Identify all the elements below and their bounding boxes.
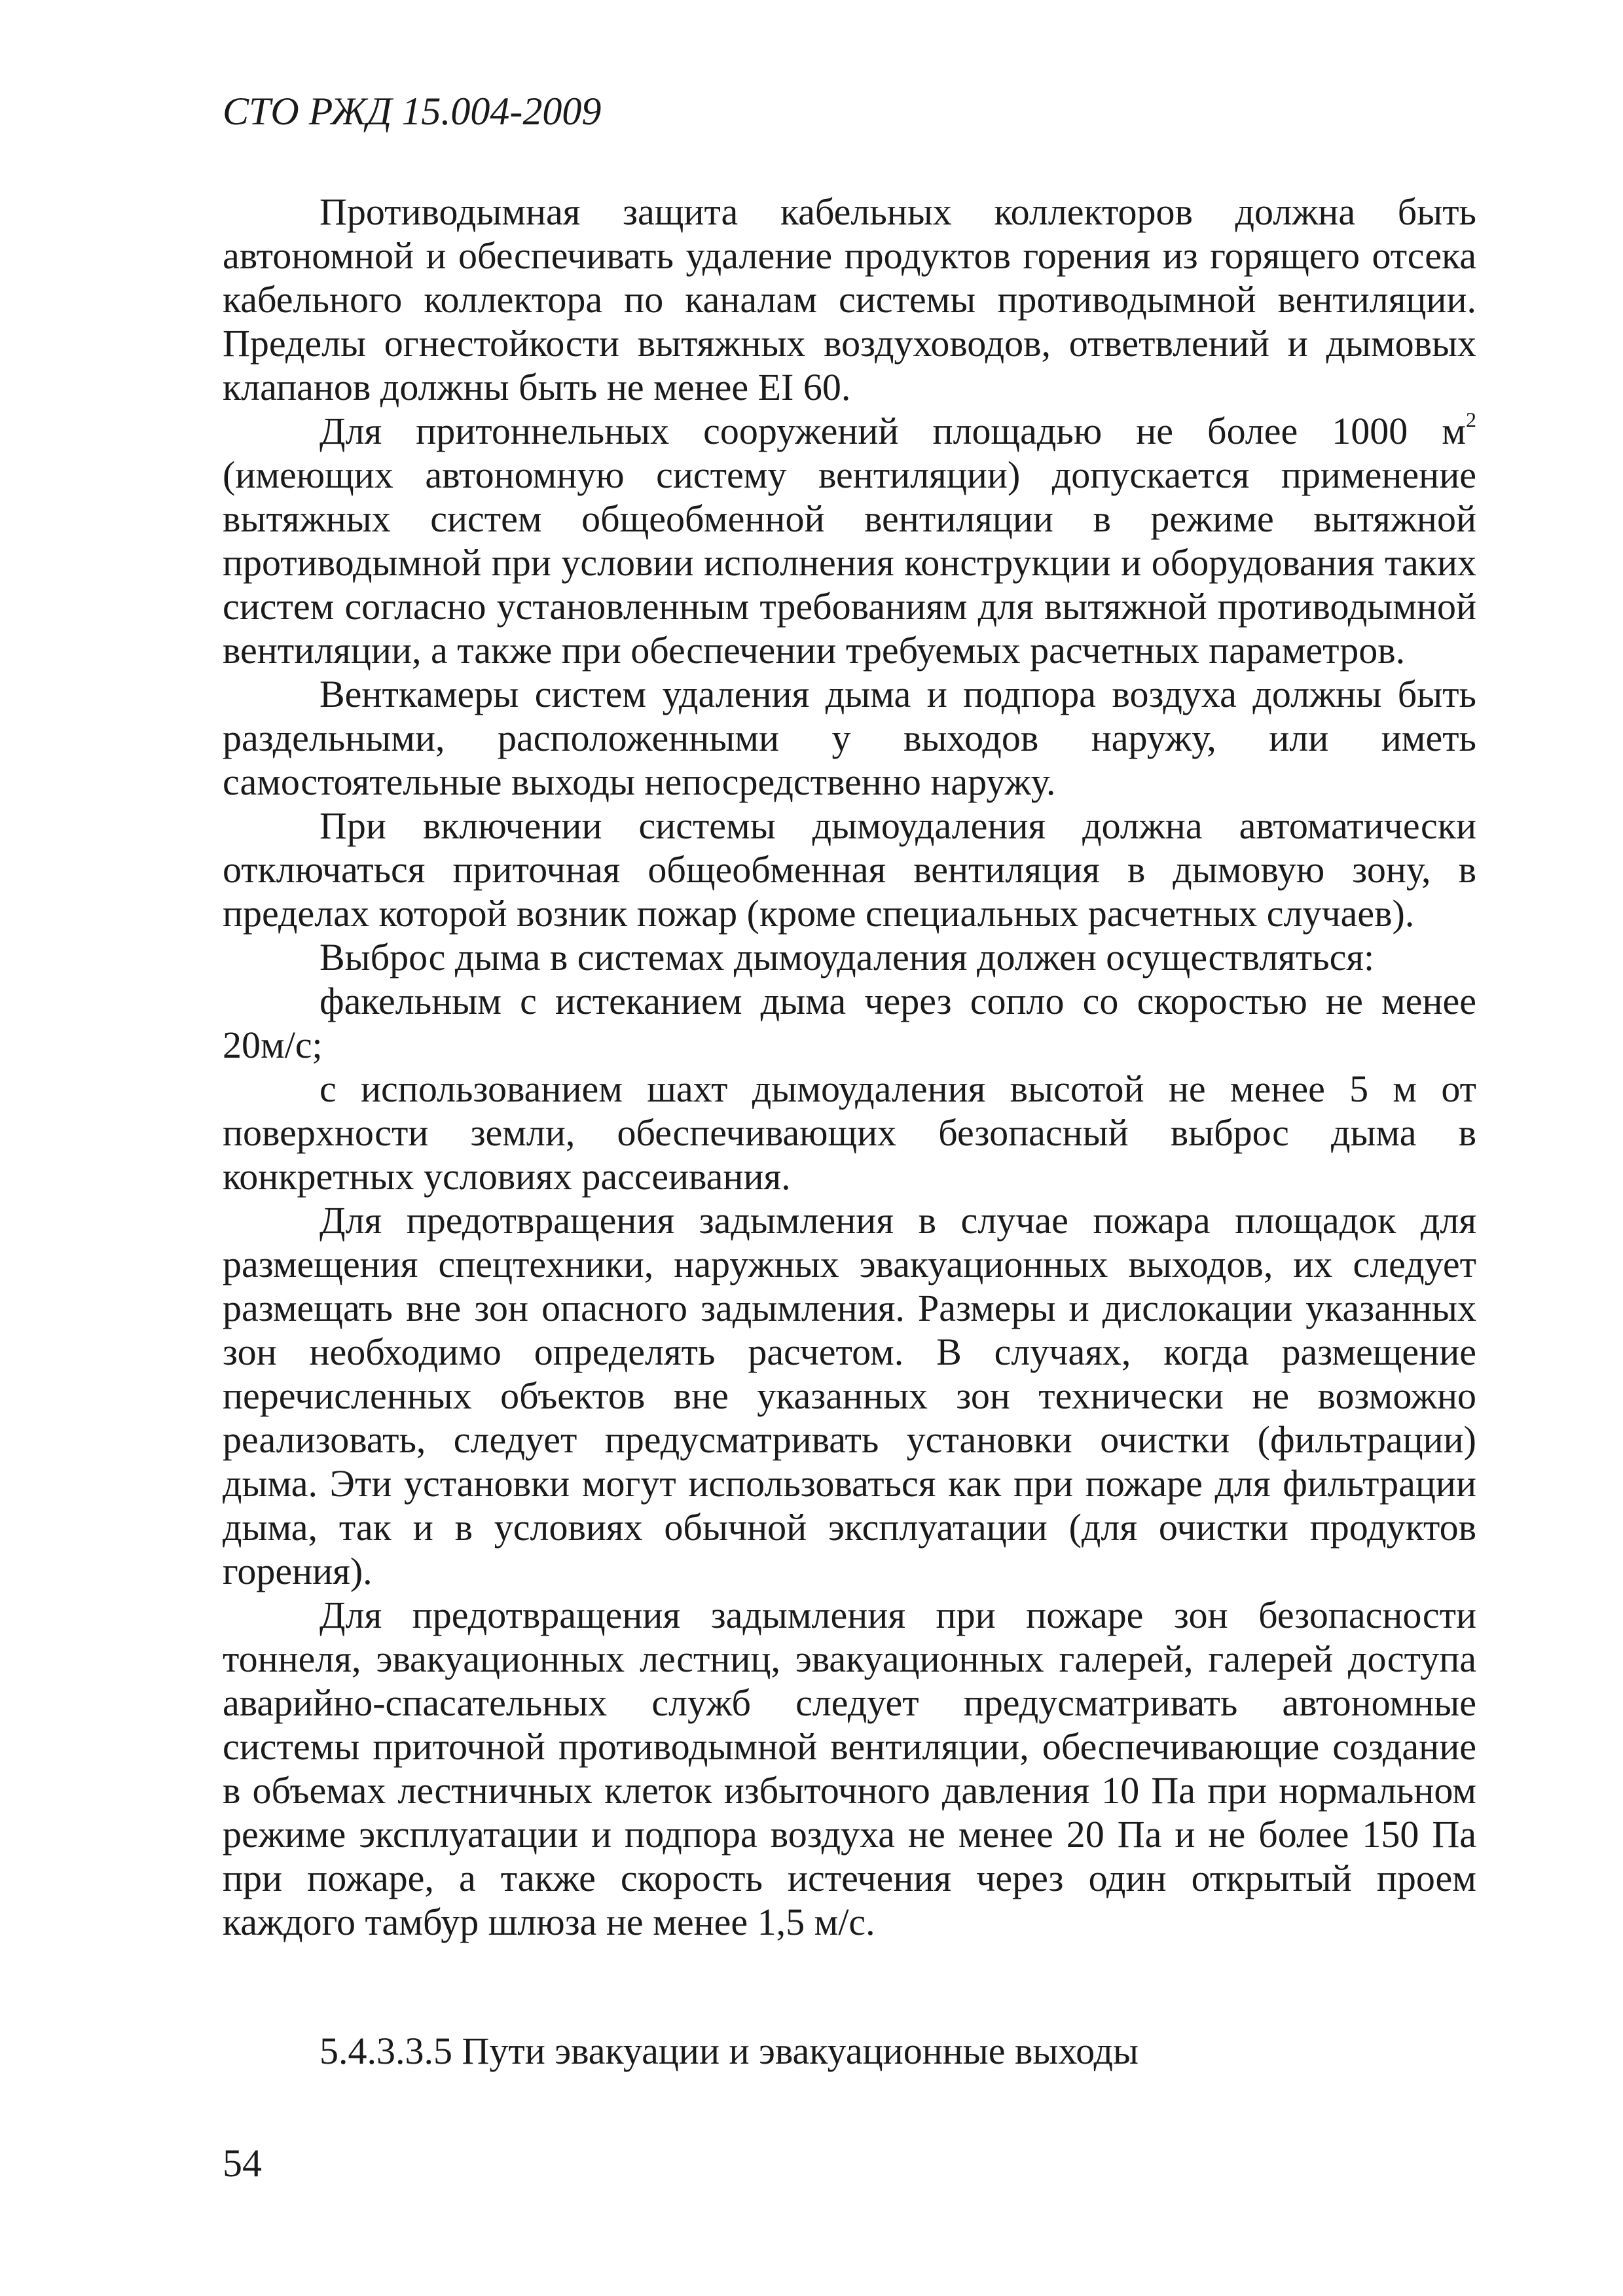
page-number: 54 bbox=[223, 2142, 262, 2185]
document-header: СТО РЖД 15.004-2009 bbox=[223, 90, 602, 133]
superscript-square-meters: 2 bbox=[1466, 408, 1476, 431]
paragraph-adjacent-structures-text-start: Для притоннельных сооружений площадью не более 1000 м bbox=[319, 410, 1466, 452]
paragraph-smoke-protection-cable-collectors: Противодымная защита кабельных коллекторов должна быть автономной и обеспечивать удаление продуктов горения из горящего отсека кабельного коллектора по каналам системы противодымной вентиляции. Пределы огнестойкости вытяжных воздуховодов, ответвлений и дымовых клапанов должны быть не менее EI 60. bbox=[223, 190, 1476, 408]
paragraph-ventilation-chambers: Венткамеры систем удаления дыма и подпора воздуха должны быть раздельными, расположенными у выходов наружу, или иметь самостоятельные выходы непосредственно наружу. bbox=[223, 673, 1476, 803]
paragraph-smoke-shafts: с использованием шахт дымоудаления высотой не менее 5 м от поверхности земли, обеспечивающих безопасный выброс дыма в конкретных условиях рассеивания. bbox=[223, 1067, 1476, 1198]
paragraph-smoke-exhaust-activation: При включении системы дымоудаления должна автоматически отключаться приточная общеобменная вентиляция в дымовую зону, в пределах которой возник пожар (кроме специальных расчетных случаев). bbox=[223, 804, 1476, 935]
paragraph-smoke-prevention-sites: Для предотвращения задымления в случае пожара площадок для размещения спецтехники, наружных эвакуационных выходов, их следует размещать вне зон опасного задымления. Размеры и дислокации указанных зон необходимо определять расчетом. В случаях, когда размещение перечисленных объектов вне указанных зон технически не возможно реализовать, следует предусматривать установки очистки (фильтрации) дыма. Эти установки могут использоваться как при пожаре для фильтрации дыма, так и в условиях обычной эксплуатации (для очистки продуктов горения). bbox=[223, 1199, 1476, 1592]
paragraph-adjacent-structures-text-end: (имеющих автономную систему вентиляции) допускается применение вытяжных систем общеобменной вентиляции в режиме вытяжной противодымной при условии исполнения конструкции и оборудования таких систем согласно установленным требованиям для вытяжной противодымной вентиляции, а также при обеспечении требуемых расчетных параметров. bbox=[223, 454, 1476, 672]
paragraph-safety-zone-pressurization: Для предотвращения задымления при пожаре зон безопасности тоннеля, эвакуационных лестниц, эвакуационных галерей, галерей доступа аварийно-спасательных служб следует предусматривать автономные системы приточной противодымной вентиляции, обеспечивающие создание в объемах лестничных клеток избыточного давления 10 Па при нормальном режиме эксплуатации и подпора воздуха не менее 20 Па и не более 150 Па при пожаре, а также скорость истечения через один открытый проем каждого тамбур шлюза не менее 1,5 м/с. bbox=[223, 1594, 1476, 1943]
document-body bbox=[223, 190, 1476, 1944]
paragraph-torch-discharge: факельным с истеканием дыма через сопло со скоростью не менее 20м/с; bbox=[223, 980, 1476, 1066]
paragraph-adjacent-structures bbox=[223, 409, 1476, 672]
paragraph-smoke-discharge-intro: Выброс дыма в системах дымоудаления должен осуществляться: bbox=[319, 936, 1375, 978]
subsection-heading: 5.4.3.3.5 Пути эвакуации и эвакуационные выходы bbox=[319, 2030, 1139, 2072]
